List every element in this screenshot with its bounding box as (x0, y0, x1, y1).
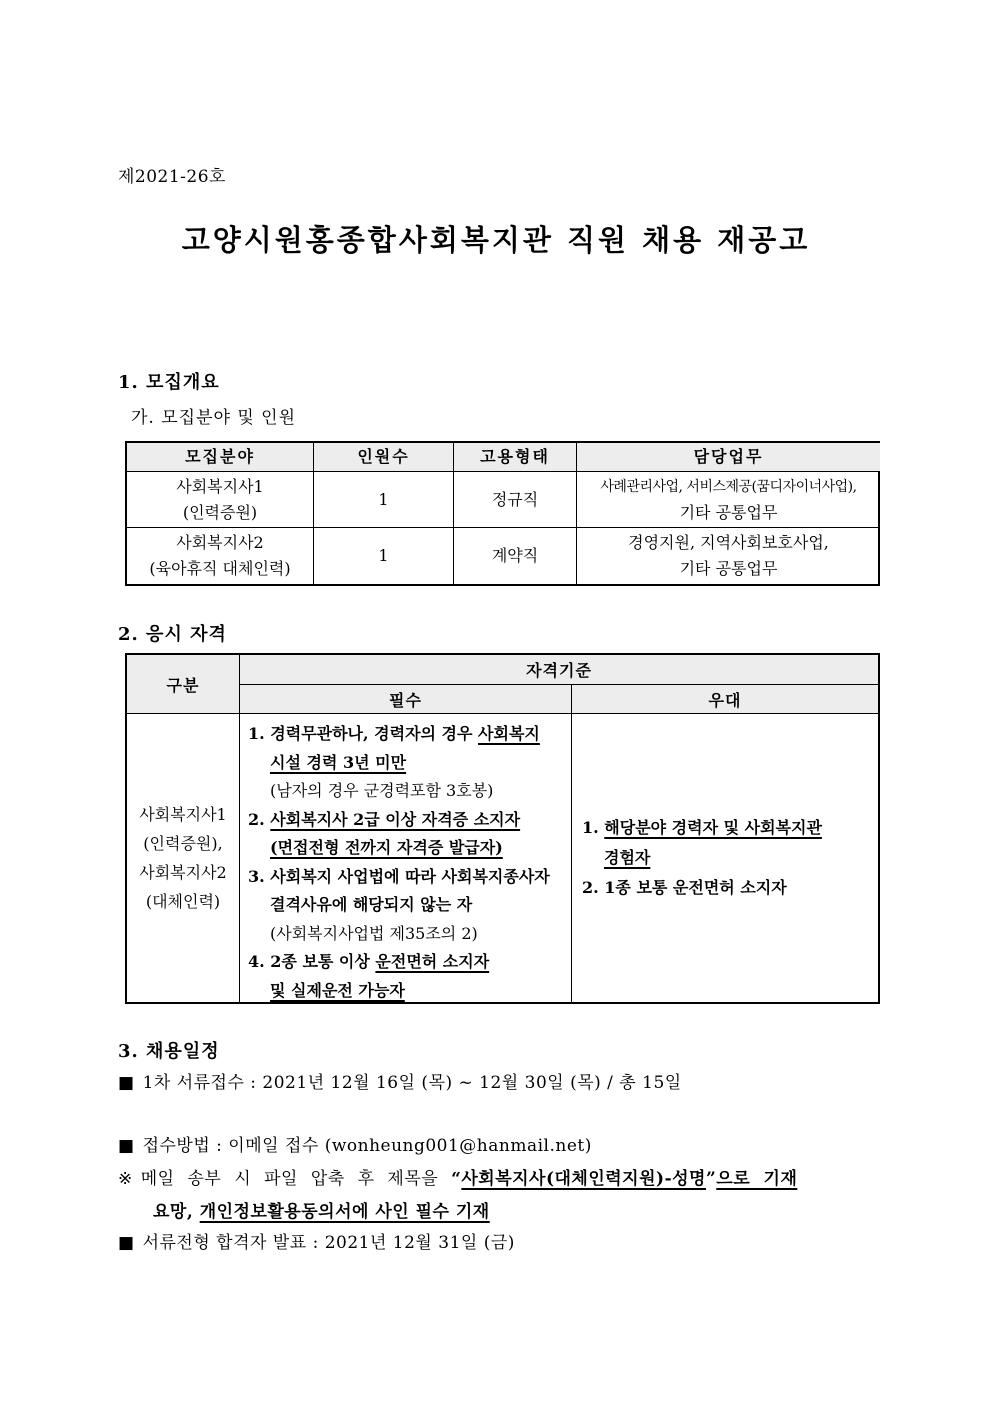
header-cell-field: 모집분야 (127, 443, 314, 472)
section-1-heading: 1. 모집개요 (118, 372, 220, 393)
header-cell-required: 필수 (240, 685, 572, 714)
table-row-1-type: 정규직 (454, 472, 577, 528)
table-row-2-type: 계약직 (454, 528, 577, 584)
gubun-cell: 사회복지사1 (인력증원), 사회복지사2 (대체인력) (127, 714, 240, 1002)
header-cell-count: 인원수 (314, 443, 454, 472)
header-cell-criteria: 자격기준 (240, 655, 878, 685)
table-row-1-duty: 사례관리사업, 서비스제공(꿈디자이너사업), 기타 공통업무 (577, 472, 880, 528)
schedule-line-result-announcement: ■ 서류전형 합격자 발표 : 2021년 12월 31일 (금) (118, 1233, 515, 1253)
header-cell-preferred: 우대 (572, 685, 878, 714)
preferred-item-2: 2. 1종 보통 운전면허 소지자 (582, 878, 787, 897)
table-row-2-field: 사회복지사2 (육아휴직 대체인력) (127, 528, 314, 584)
page-title: 고양시원홍종합사회복지관 직원 채용 재공고 (181, 223, 811, 257)
required-criteria-cell: 1. 경력무관하나, 경력자의 경우 사회복지 시설 경력 3년 미만 (남자의 경우 군경력포함 3호봉) 2. 사회복지사 2급 이상 자격증 소지자 (면접전형 전까지 자격증 발급자) 3. 사회복지 사업법에 따라 사회복지종사자 결격사유에 해당되지 않는 자 (사회복지사업법 제35조의 2) 4. 2종 보통 이상 운전면허 소지자 및 실제운전 가능자 (240, 714, 572, 1002)
preferred-criteria-cell: 1. 해당분야 경력자 및 사회복지관 경험자 2. 1종 보통 운전면허 소지자 (572, 714, 878, 1002)
recruitment-table (125, 441, 880, 586)
doc-number: 제2021-26호 (118, 167, 226, 187)
schedule-line-document-submission: ■ 1차 서류접수 : 2021년 12월 16일 (목) ~ 12월 30일 (목) / 총 15일 (118, 1073, 682, 1093)
schedule-line-mail-note: ※ 메일 송부 시 파일 압축 후 제목을 “사회복지사(대체인력지원)-성명”으로 기재 (118, 1169, 798, 1189)
header-cell-duty: 담당업무 (577, 443, 880, 472)
required-item-2: 2. 사회복지사 2급 이상 자격증 소지자 (248, 809, 521, 829)
table-row-2-duty: 경영지원, 지역사회보호사업, 기타 공통업무 (628, 533, 829, 578)
preferred-item-1: 1. 해당분야 경력자 및 사회복지관 (582, 818, 822, 837)
required-item-4: 4. 2종 보통 이상 운전면허 소지자 (248, 952, 490, 971)
required-item-3: 3. 사회복지 사업법에 따라 사회복지종사자 (248, 866, 550, 886)
section-1-subheading: 가. 모집분야 및 인원 (131, 408, 296, 428)
header-cell-gubun: 구분 (127, 655, 240, 714)
section-3-heading: 3. 채용일정 (118, 1041, 220, 1062)
table-row-1-count: 1 (314, 472, 454, 528)
square-bullet-icon: ■ (118, 1233, 135, 1253)
table-row-2-count: 1 (314, 528, 454, 584)
required-item-2-note: (면접전형 전까지 자격증 발급자) (270, 838, 503, 857)
qualification-table (125, 653, 880, 1004)
table-row-1-field: 사회복지사1 (인력증원) (127, 472, 314, 528)
header-cell-employment-type: 고용형태 (454, 443, 577, 472)
required-item-1: 1. 경력무관하나, 경력자의 경우 사회복지 (248, 724, 540, 743)
required-item-3-note: (사회복지사업법 제35조의 2) (270, 923, 478, 943)
schedule-line-submission-method: ■ 접수방법 : 이메일 접수 (wonheung001@hanmail.net) (118, 1136, 592, 1156)
required-item-1-note: (남자의 경우 군경력포함 3호봉) (270, 781, 494, 800)
section-2-heading: 2. 응시 자격 (118, 624, 227, 645)
reference-mark-icon: ※ (118, 1169, 133, 1189)
square-bullet-icon: ■ (118, 1136, 135, 1156)
square-bullet-icon: ■ (118, 1073, 135, 1093)
schedule-line-mail-note-continued: 요망, 개인정보활용동의서에 사인 필수 기재 (153, 1202, 490, 1222)
